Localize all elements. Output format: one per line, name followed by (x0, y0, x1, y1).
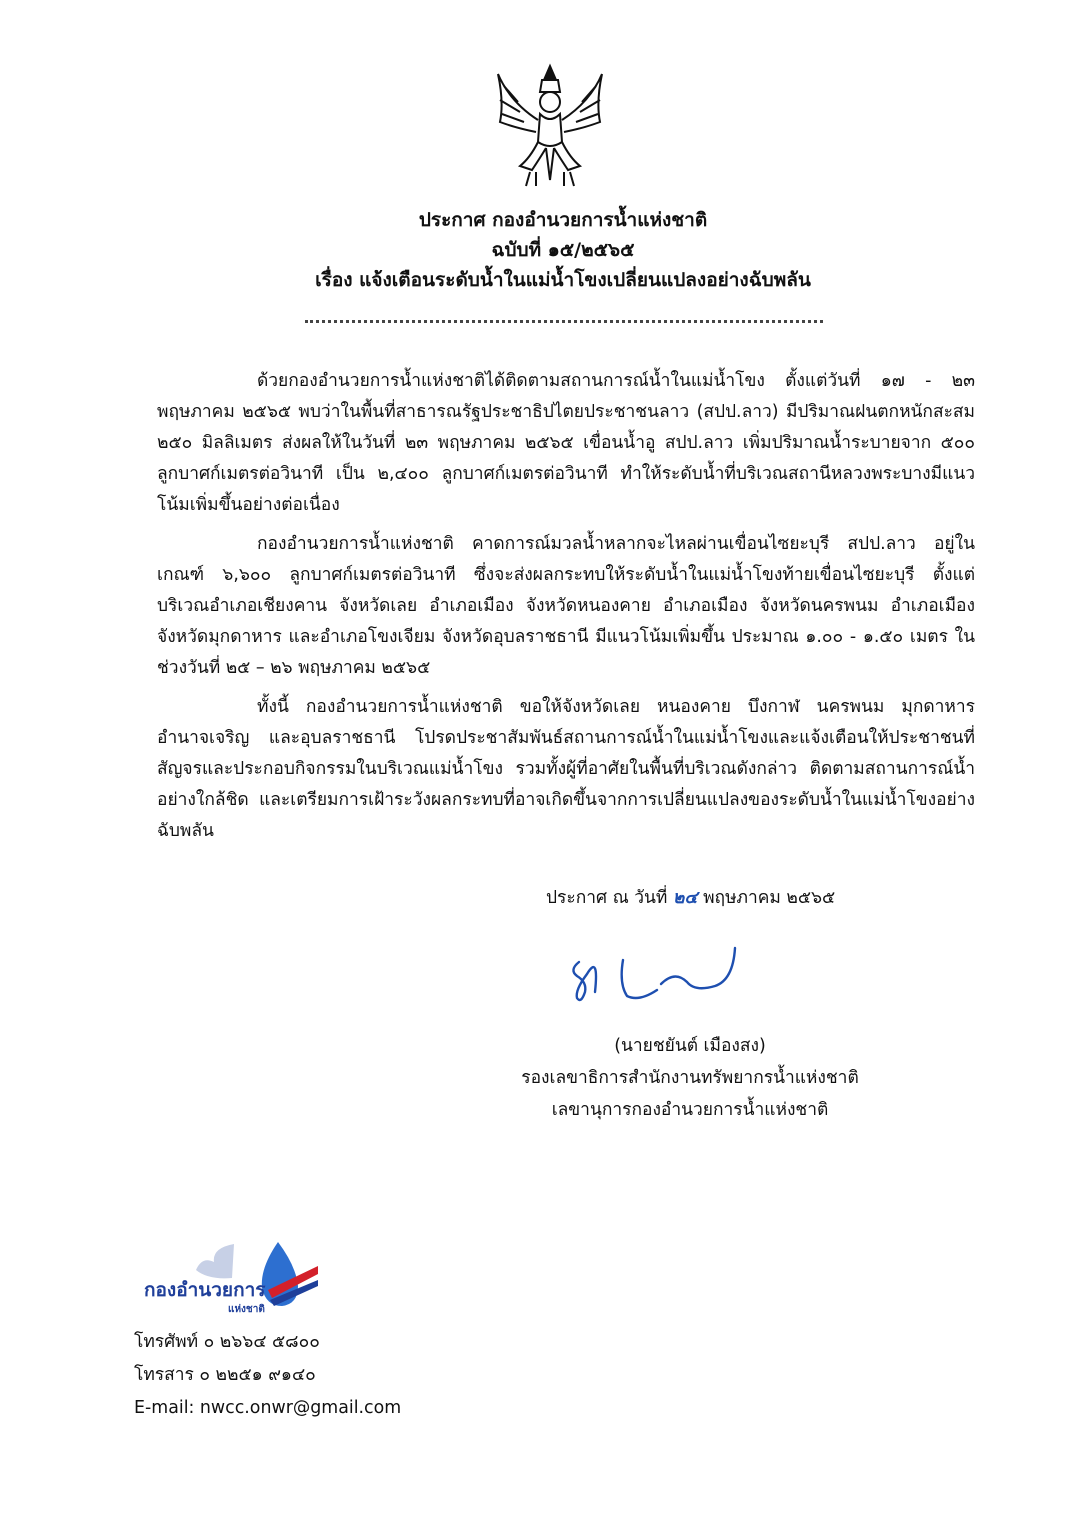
signer-position: เลขานุการกองอำนวยการน้ำแห่งชาติ (551, 1100, 829, 1120)
signer-name: (นายชยันต์ เมืองสง) (614, 1036, 766, 1056)
paragraph: กองอำนวยการน้ำแห่งชาติ คาดการณ์มวลน้ำหลากจะไหลผ่านเขื่อนไซยะบุรี สปป.ลาว อยู่ในเกณฑ์ ๖,๖๐๐ ลูกบาศก์เมตรต่อวินาที ซึ่งจะส่งผลกระทบให้ระดับน้ำในแม่น้ำโขงท้ายเขื่อนไซยะบุรี ตั้งแต่บริเวณอำเภอเชียงคาน จังหวัดเลย อำเภอเมือง จังหวัดหนองคาย อำเภอเมือง จังหวัดนครพนม อำเภอเมือง จังหวัดมุกดาหาร และอำเภอโขงเจียม จังหวัดอุบลราชธานี มีแนวโน้มเพิ่มขึ้น ประมาณ ๑.๐๐ - ๑.๕๐ เมตร ในช่วงวันที่ ๒๕ – ๒๖ พฤษภาคม ๒๕๖๕ (157, 534, 975, 678)
announce-prefix: ประกาศ ณ วันที่ (546, 888, 668, 908)
announcement-body (157, 366, 975, 855)
contact-email: E-mail: nwcc.onwr@gmail.com (134, 1398, 402, 1418)
paragraph: ด้วยกองอำนวยการน้ำแห่งชาติได้ติดตามสถานการณ์น้ำในแม่น้ำโขง ตั้งแต่วันที่ ๑๗ - ๒๓ พฤษภาคม ๒๕๖๕ พบว่าในพื้นที่สาธารณรัฐประชาธิปไตยประชาชนลาว (สปป.ลาว) มีปริมาณฝนตกหนักสะสม ๒๕๐ มิลลิเมตร ส่งผลให้ในวันที่ ๒๓ พฤษภาคม ๒๕๖๕ เขื่อนน้ำอู สปป.ลาว เพิ่มปริมาณน้ำระบายจาก ๕๐๐ ลูกบาศก์เมตรต่อวินาที เป็น ๒,๔๐๐ ลูกบาศก์เมตรต่อวินาที ทำให้ระดับน้ำที่บริเวณสถานีหลวงพระบางมีแนวโน้มเพิ่มขึ้นอย่างต่อเนื่อง (157, 371, 975, 515)
contact-fax: โทรสาร ๐ ๒๒๕๑ ๙๑๔๐ (134, 1365, 316, 1385)
logo-text-sub: แห่งชาติ (228, 1304, 265, 1315)
heading-number: ฉบับที่ ๑๕/๒๕๖๕ (491, 239, 635, 261)
dotted-divider (305, 314, 823, 323)
signer-position: รองเลขาธิการสำนักงานทรัพยากรน้ำแห่งชาติ (521, 1068, 859, 1088)
signer-block (470, 1030, 910, 1126)
nwcc-logo (142, 1240, 322, 1320)
handwritten-signature (565, 940, 755, 1010)
heading-subject: เรื่อง แจ้งเตือนระดับน้ำในแม่น้ำโขงเปลี่ยนแปลงอย่างฉับพลัน (315, 269, 811, 291)
announce-suffix: พฤษภาคม ๒๕๖๕ (703, 888, 836, 908)
logo-text-main: กองอำนวยการ (144, 1280, 266, 1301)
heading-block (0, 205, 1076, 295)
announce-day: ๒๔ (672, 888, 698, 908)
paragraph: ทั้งนี้ กองอำนวยการน้ำแห่งชาติ ขอให้จังหวัดเลย หนองคาย บึงกาฬ นครพนม มุกดาหาร อำนาจเจริญ และอุบลราชธานี โปรดประชาสัมพันธ์สถานการณ์น้ำในแม่น้ำโขงและแจ้งเตือนให้ประชาชนที่สัญจรและประกอบกิจกรรมในบริเวณแม่น้ำโขง รวมทั้งผู้ที่อาศัยในพื้นที่บริเวณดังกล่าว ติดตามสถานการณ์น้ำอย่างใกล้ชิด และเตรียมการเฝ้าระวังผลกระทบที่อาจเกิดขึ้นจากการเปลี่ยนแปลงของระดับน้ำในแม่น้ำโขงอย่างฉับพลัน (157, 697, 975, 841)
garuda-emblem-icon (490, 62, 610, 192)
announce-date-line (546, 883, 835, 911)
heading-title: ประกาศ กองอำนวยการน้ำแห่งชาติ (418, 209, 708, 231)
contact-block (134, 1326, 401, 1425)
contact-phone: โทรศัพท์ ๐ ๒๖๖๔ ๕๘๐๐ (134, 1332, 320, 1352)
